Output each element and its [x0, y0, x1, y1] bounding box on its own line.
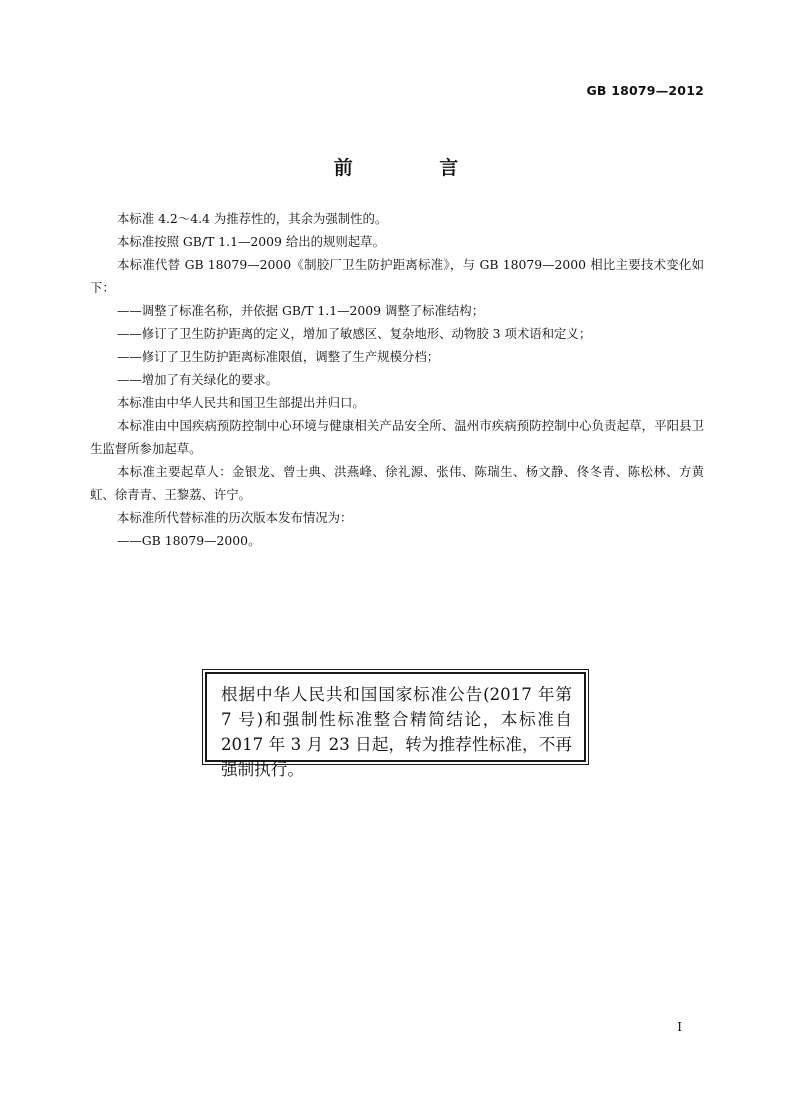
- standard-code: GB 18079—2012: [586, 83, 704, 98]
- page-number: I: [677, 1020, 682, 1034]
- history-item: ——GB 18079—2000。: [117, 533, 261, 548]
- page-title: 前 言: [333, 157, 499, 179]
- foreword-body: [90, 207, 704, 552]
- change-item-limits: ——修订了卫生防护距离标准限值，调整了生产规模分档；: [117, 349, 440, 364]
- change-item-greening: ——增加了有关绿化的要求。: [117, 372, 279, 387]
- paragraph-proposer: 本标准由中华人民共和国卫生部提出并归口。: [117, 395, 365, 410]
- change-item-title-structure: ——调整了标准名称，并依据 GB/T 1.1—2009 调整了标准结构；: [117, 303, 485, 318]
- paragraph-drafting-rules: 本标准按照 GB/T 1.1—2009 给出的规则起草。: [117, 234, 385, 249]
- paragraph-recommended-clauses: 本标准 4.2～4.4 为推荐性的，其余为强制性的。: [117, 211, 388, 226]
- paragraph-drafting-units: 本标准由中国疾病预防控制中心环境与健康相关产品安全所、温州市疾病预防控制中心负责起草，平阳县卫生监督所参加起草。: [90, 418, 704, 456]
- paragraph-drafters: 本标准主要起草人：金银龙、曾士典、洪燕峰、徐礼源、张伟、陈瑞生、杨文静、佟冬青、陈松林、方黄虹、徐青青、王黎荔、许宁。: [90, 464, 704, 502]
- paragraph-replacement: 本标准代替 GB 18079—2000《制胶厂卫生防护距离标准》，与 GB 18079—2000 相比主要技术变化如下：: [90, 257, 704, 295]
- change-item-definitions: ——修订了卫生防护距离的定义，增加了敏感区、复杂地形、动物胶 3 项术语和定义；: [117, 326, 592, 341]
- paragraph-history: 本标准所代替标准的历次版本发布情况为：: [117, 510, 353, 525]
- status-notice-box: 根据中华人民共和国国家标准公告(2017 年第 7 号)和强制性标准整合精简结论，本标准自 2017 年 3 月 23 日起，转为推荐性标准，不再强制执行。: [205, 672, 586, 762]
